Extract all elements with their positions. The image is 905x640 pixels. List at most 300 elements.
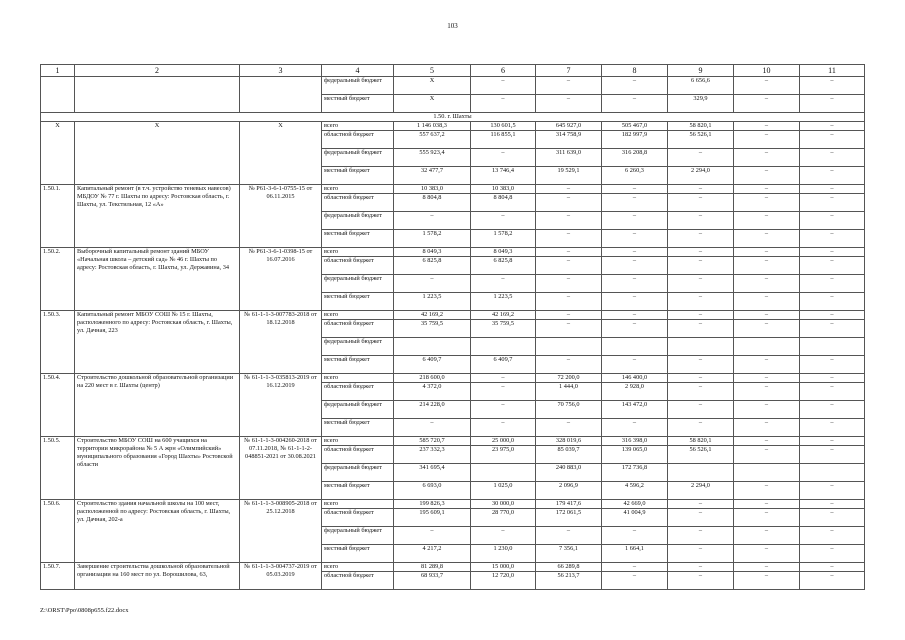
cell-name: Капитальный ремонт (в т.ч. устройство теневых навесов) МБДОУ № 77 г. Шахты по адресу: Ростовская область, г. Шахты, ул. Текстильная, 12 «А» [75,185,240,248]
cell-value: 316 208,8 [602,149,668,167]
cell-value: – [734,230,800,248]
cell-name: Строительство МБОУ СОШ на 600 учащихся на территории микрорайона № 5 А жрн «Олимпийский» муниципального образования «Город Шахты» Ростовской области [75,437,240,500]
cell-value: – [471,95,536,113]
file-path-footer: Z:\ORST\Ppo\0808p655.f22.docx [40,607,129,614]
cell-value: – [734,293,800,311]
cell-value: – [668,545,734,563]
cell-value: – [800,311,865,320]
cell-source: федеральный бюджет [322,77,394,95]
cell-value: – [734,527,800,545]
cell-value: – [734,95,800,113]
cell-source: всего [322,185,394,194]
cell-value: 56 526,1 [668,446,734,464]
cell-num: Х [41,122,75,185]
cell-value: – [536,212,602,230]
cell-value: 143 472,0 [602,401,668,419]
cell-value: 6 409,7 [471,356,536,374]
cell-value: – [536,95,602,113]
cell-value: 58 820,1 [668,437,734,446]
cell-value: – [668,275,734,293]
cell-value: 25 000,0 [471,437,536,446]
column-header: 1 [41,65,75,77]
cell-value [734,338,800,356]
cell-value: – [734,257,800,275]
cell-source: всего [322,500,394,509]
cell-num: 1.50.7. [41,563,75,590]
cell-value: 585 720,7 [394,437,471,446]
table-row [41,563,865,572]
cell-value: 2 928,0 [602,383,668,401]
cell-value: – [602,293,668,311]
cell-value: 30 000,0 [471,500,536,509]
cell-value: – [668,230,734,248]
cell-num: 1.50.4. [41,374,75,437]
cell-value: – [602,563,668,572]
table-row [41,374,865,383]
cell-value: 6 825,8 [394,257,471,275]
cell-value: – [800,77,865,95]
table-row [41,122,865,131]
cell-value: 6 409,7 [394,356,471,374]
cell-num: 1.50.6. [41,500,75,563]
cell-source: областной бюджет [322,131,394,149]
cell-source: всего [322,374,394,383]
cell-value: – [734,545,800,563]
cell-value: – [536,293,602,311]
cell-value: 199 826,3 [394,500,471,509]
cell-source: всего [322,311,394,320]
cell-value [800,338,865,356]
cell-value: – [668,311,734,320]
cell-value: – [602,311,668,320]
cell-value: – [734,500,800,509]
cell-value: 19 529,1 [536,167,602,185]
cell-source: областной бюджет [322,320,394,338]
section-title: 1.50. г. Шахты [41,113,865,122]
cell-value: 316 398,0 [602,437,668,446]
cell-value: – [536,230,602,248]
cell-value: – [602,95,668,113]
cell-value: – [800,527,865,545]
cell-source: федеральный бюджет [322,212,394,230]
cell-value: 1 664,1 [602,545,668,563]
cell-value: – [536,248,602,257]
cell-value: – [734,563,800,572]
cell-value: 179 417,6 [536,500,602,509]
cell-value: 81 289,8 [394,563,471,572]
cell-value [394,338,471,356]
cell-value: – [734,482,800,500]
cell-num: 1.50.2. [41,248,75,311]
cell-value: 182 997,9 [602,131,668,149]
cell-doc: № 61-1-1-3-004737-2019 от 05.03.2019 [240,563,322,590]
cell-value: 645 927,0 [536,122,602,131]
cell-num: 1.50.1. [41,185,75,248]
cell-value: – [734,275,800,293]
cell-value: – [668,419,734,437]
cell-value: – [734,383,800,401]
cell-value [536,338,602,356]
cell-value: 72 200,0 [536,374,602,383]
cell-value: – [800,257,865,275]
cell-value: 240 883,0 [536,464,602,482]
cell-value: – [668,527,734,545]
cell-value: – [668,563,734,572]
cell-value: – [668,572,734,590]
cell-value: 2 294,0 [668,167,734,185]
cell-value: 1 578,2 [471,230,536,248]
cell-value: – [602,248,668,257]
cell-value: – [800,419,865,437]
column-header: 2 [75,65,240,77]
column-header: 8 [602,65,668,77]
cell-value: – [602,275,668,293]
section-row [41,113,865,122]
cell-value: 1 223,5 [394,293,471,311]
cell-num [41,77,75,113]
cell-value: – [471,527,536,545]
cell-value: 4 217,2 [394,545,471,563]
cell-source: областной бюджет [322,509,394,527]
cell-value: 28 770,0 [471,509,536,527]
cell-source: местный бюджет [322,482,394,500]
page-number: 103 [447,22,458,30]
cell-value: 6 825,8 [471,257,536,275]
cell-value: 146 400,0 [602,374,668,383]
cell-value: – [800,95,865,113]
cell-value: – [668,383,734,401]
cell-value: – [668,500,734,509]
cell-value: 557 637,2 [394,131,471,149]
cell-value: 66 289,8 [536,563,602,572]
column-header: 7 [536,65,602,77]
cell-value: 23 975,0 [471,446,536,464]
cell-value: – [734,167,800,185]
cell-value: 1 230,0 [471,545,536,563]
cell-source: федеральный бюджет [322,401,394,419]
cell-value: 42 169,2 [394,311,471,320]
column-header: 3 [240,65,322,77]
table-row [41,77,865,95]
column-header: 9 [668,65,734,77]
cell-doc: № 61-1-1-3-035813-2019 от 16.12.2019 [240,374,322,437]
cell-value [471,338,536,356]
cell-source: областной бюджет [322,257,394,275]
cell-value: – [800,293,865,311]
header-row [41,65,865,77]
cell-value: – [734,401,800,419]
cell-value: – [734,374,800,383]
cell-value: – [668,401,734,419]
cell-name: Завершение строительства дошкольной образовательной организации на 160 мест по ул. Ворошилова, 63, [75,563,240,590]
cell-value: – [394,419,471,437]
column-header: 6 [471,65,536,77]
cell-name: Капитальный ремонт МБОУ СОШ № 15 г. Шахты, расположенного по адресу: Ростовская область, г. Шахты, ул. Дачная, 223 [75,311,240,374]
cell-value: – [668,194,734,212]
cell-value [668,338,734,356]
cell-value: – [800,545,865,563]
cell-value: – [536,275,602,293]
cell-value [668,464,734,482]
cell-value: 1 578,2 [394,230,471,248]
cell-value: 341 695,4 [394,464,471,482]
cell-value: – [734,248,800,257]
cell-source: местный бюджет [322,356,394,374]
cell-value: 6 260,3 [602,167,668,185]
cell-source: федеральный бюджет [322,464,394,482]
cell-value: 555 923,4 [394,149,471,167]
cell-num: 1.50.3. [41,311,75,374]
cell-value: – [800,374,865,383]
cell-value: 8 804,8 [471,194,536,212]
cell-doc: № 61-1-1-3-007783-2018 от 18.12.2018 [240,311,322,374]
cell-value: 7 356,1 [536,545,602,563]
cell-source: местный бюджет [322,95,394,113]
cell-doc: № 61-1-1-3-004260-2018 от 07.11.2018, № 61-1-1-2-048851-2021 от 30.08.2021 [240,437,322,500]
cell-value: 10 383,0 [394,185,471,194]
cell-value: 15 000,0 [471,563,536,572]
cell-value: – [734,185,800,194]
cell-value: – [536,419,602,437]
cell-value: – [800,401,865,419]
cell-value: – [602,527,668,545]
cell-source: федеральный бюджет [322,149,394,167]
cell-value: 4 372,0 [394,383,471,401]
cell-value: 8 804,8 [394,194,471,212]
cell-doc: № Р61-3-6-1-0755-15 от 06.11.2015 [240,185,322,248]
cell-value: – [734,446,800,464]
cell-value: – [734,419,800,437]
cell-value: 13 746,4 [471,167,536,185]
cell-value: 2 294,0 [668,482,734,500]
cell-source: всего [322,122,394,131]
cell-value: – [800,149,865,167]
cell-value [734,464,800,482]
cell-value: – [471,77,536,95]
cell-source: местный бюджет [322,230,394,248]
cell-value: 314 758,9 [536,131,602,149]
cell-num: 1.50.5. [41,437,75,500]
cell-value: – [394,527,471,545]
cell-value: 172 061,5 [536,509,602,527]
cell-value: 2 096,9 [536,482,602,500]
cell-value: – [536,527,602,545]
cell-value: – [734,572,800,590]
cell-value [602,338,668,356]
table-row [41,500,865,509]
cell-value: 8 049,3 [471,248,536,257]
table-row [41,185,865,194]
cell-value: 1 444,0 [536,383,602,401]
cell-source: местный бюджет [322,167,394,185]
cell-value: – [800,320,865,338]
cell-value: – [602,419,668,437]
cell-value: 214 228,0 [394,401,471,419]
column-header: 4 [322,65,394,77]
cell-value: 12 720,0 [471,572,536,590]
cell-value: – [800,248,865,257]
cell-value: 130 601,5 [471,122,536,131]
column-header: 5 [394,65,471,77]
cell-value: 8 049,3 [394,248,471,257]
cell-value: 6 656,6 [668,77,734,95]
cell-value: – [536,311,602,320]
cell-name: Строительство дошкольной образовательной организации на 220 мест в г. Шахты (центр) [75,374,240,437]
cell-source: всего [322,563,394,572]
cell-value: 35 759,5 [471,320,536,338]
cell-value: 70 756,0 [536,401,602,419]
table-row [41,311,865,320]
cell-value [800,464,865,482]
cell-value: – [800,500,865,509]
cell-value: 311 639,0 [536,149,602,167]
cell-source: местный бюджет [322,545,394,563]
cell-value: – [800,563,865,572]
cell-value: 328 019,6 [536,437,602,446]
cell-value: Х [394,77,471,95]
cell-value: 195 609,1 [394,509,471,527]
cell-value: – [668,257,734,275]
cell-value: 139 065,0 [602,446,668,464]
budget-table [40,64,865,590]
cell-value: 116 855,1 [471,131,536,149]
cell-value: – [602,212,668,230]
cell-value: 56 526,1 [668,131,734,149]
cell-name: Строительство здания начальной школы на 100 мест, расположенной по адресу: Ростовская область, г. Шахты, ул. Дачная, 202-а [75,500,240,563]
column-header: 10 [734,65,800,77]
cell-value: 1 223,5 [471,293,536,311]
cell-value: – [602,230,668,248]
cell-value: – [734,311,800,320]
cell-value: 1 025,0 [471,482,536,500]
cell-value: – [602,320,668,338]
cell-value: – [800,185,865,194]
cell-value: – [668,320,734,338]
cell-value: 237 332,3 [394,446,471,464]
cell-value: – [536,194,602,212]
cell-value: – [602,185,668,194]
cell-value: – [602,194,668,212]
cell-name [75,77,240,113]
cell-value: – [734,149,800,167]
cell-value: – [536,320,602,338]
cell-value: – [536,185,602,194]
cell-name: Х [75,122,240,185]
cell-value: – [668,356,734,374]
cell-value: – [800,131,865,149]
cell-value: – [668,293,734,311]
cell-source: федеральный бюджет [322,275,394,293]
cell-value: 32 477,7 [394,167,471,185]
cell-value: – [668,248,734,257]
cell-value: – [734,356,800,374]
cell-doc [240,77,322,113]
cell-value: – [394,275,471,293]
cell-value: – [471,383,536,401]
cell-value: – [668,509,734,527]
cell-value: 68 933,7 [394,572,471,590]
cell-value: – [800,230,865,248]
cell-value: – [734,320,800,338]
cell-value: – [800,275,865,293]
cell-doc: № 61-1-1-3-008905-2018 от 25.12.2018 [240,500,322,563]
cell-value: – [800,122,865,131]
cell-source: местный бюджет [322,419,394,437]
cell-value: – [602,356,668,374]
cell-value: Х [394,95,471,113]
cell-value: – [471,275,536,293]
cell-value: 58 820,1 [668,122,734,131]
cell-value: 6 693,0 [394,482,471,500]
cell-value: – [800,167,865,185]
cell-value: 35 759,5 [394,320,471,338]
cell-value: – [800,212,865,230]
cell-value: – [668,185,734,194]
cell-doc: № Р61-3-6-1-0398-15 от 16.07.2016 [240,248,322,311]
cell-value: – [800,482,865,500]
table-row [41,437,865,446]
cell-source: областной бюджет [322,383,394,401]
cell-value: – [800,437,865,446]
cell-value: – [471,149,536,167]
cell-value: – [800,446,865,464]
cell-value: 218 600,0 [394,374,471,383]
cell-value: 10 383,0 [471,185,536,194]
cell-value: – [394,212,471,230]
cell-value: 41 004,9 [602,509,668,527]
cell-value: – [668,149,734,167]
cell-source: федеральный бюджет [322,527,394,545]
cell-value: 85 039,7 [536,446,602,464]
cell-value: – [471,401,536,419]
cell-value: – [734,77,800,95]
cell-source: всего [322,248,394,257]
cell-value: – [800,356,865,374]
cell-value: – [602,572,668,590]
cell-value: 172 736,8 [602,464,668,482]
cell-source: областной бюджет [322,572,394,590]
cell-value: – [800,383,865,401]
cell-value: 56 213,7 [536,572,602,590]
cell-source: федеральный бюджет [322,338,394,356]
cell-name: Выборочный капитальный ремонт зданий МБОУ «Начальная школа – детский сад» № 46 г. Шахты по адресу: Ростовская область, г. Шахты, ул. Державина, 34 [75,248,240,311]
cell-value: – [471,374,536,383]
cell-source: всего [322,437,394,446]
cell-value: – [734,131,800,149]
cell-value [471,464,536,482]
cell-value: – [734,509,800,527]
cell-value: 42 169,2 [471,311,536,320]
cell-value: – [602,77,668,95]
cell-value: 42 669,0 [602,500,668,509]
cell-value: 329,9 [668,95,734,113]
cell-value: 4 596,2 [602,482,668,500]
column-header: 11 [800,65,865,77]
cell-value: 1 146 038,3 [394,122,471,131]
cell-value: – [536,257,602,275]
cell-value: – [536,356,602,374]
cell-value: 505 467,0 [602,122,668,131]
cell-value: – [471,419,536,437]
cell-value: – [800,572,865,590]
cell-value: – [734,122,800,131]
cell-value: – [602,257,668,275]
cell-value: – [536,77,602,95]
cell-doc: Х [240,122,322,185]
cell-source: областной бюджет [322,446,394,464]
cell-value: – [734,437,800,446]
cell-value: – [800,509,865,527]
